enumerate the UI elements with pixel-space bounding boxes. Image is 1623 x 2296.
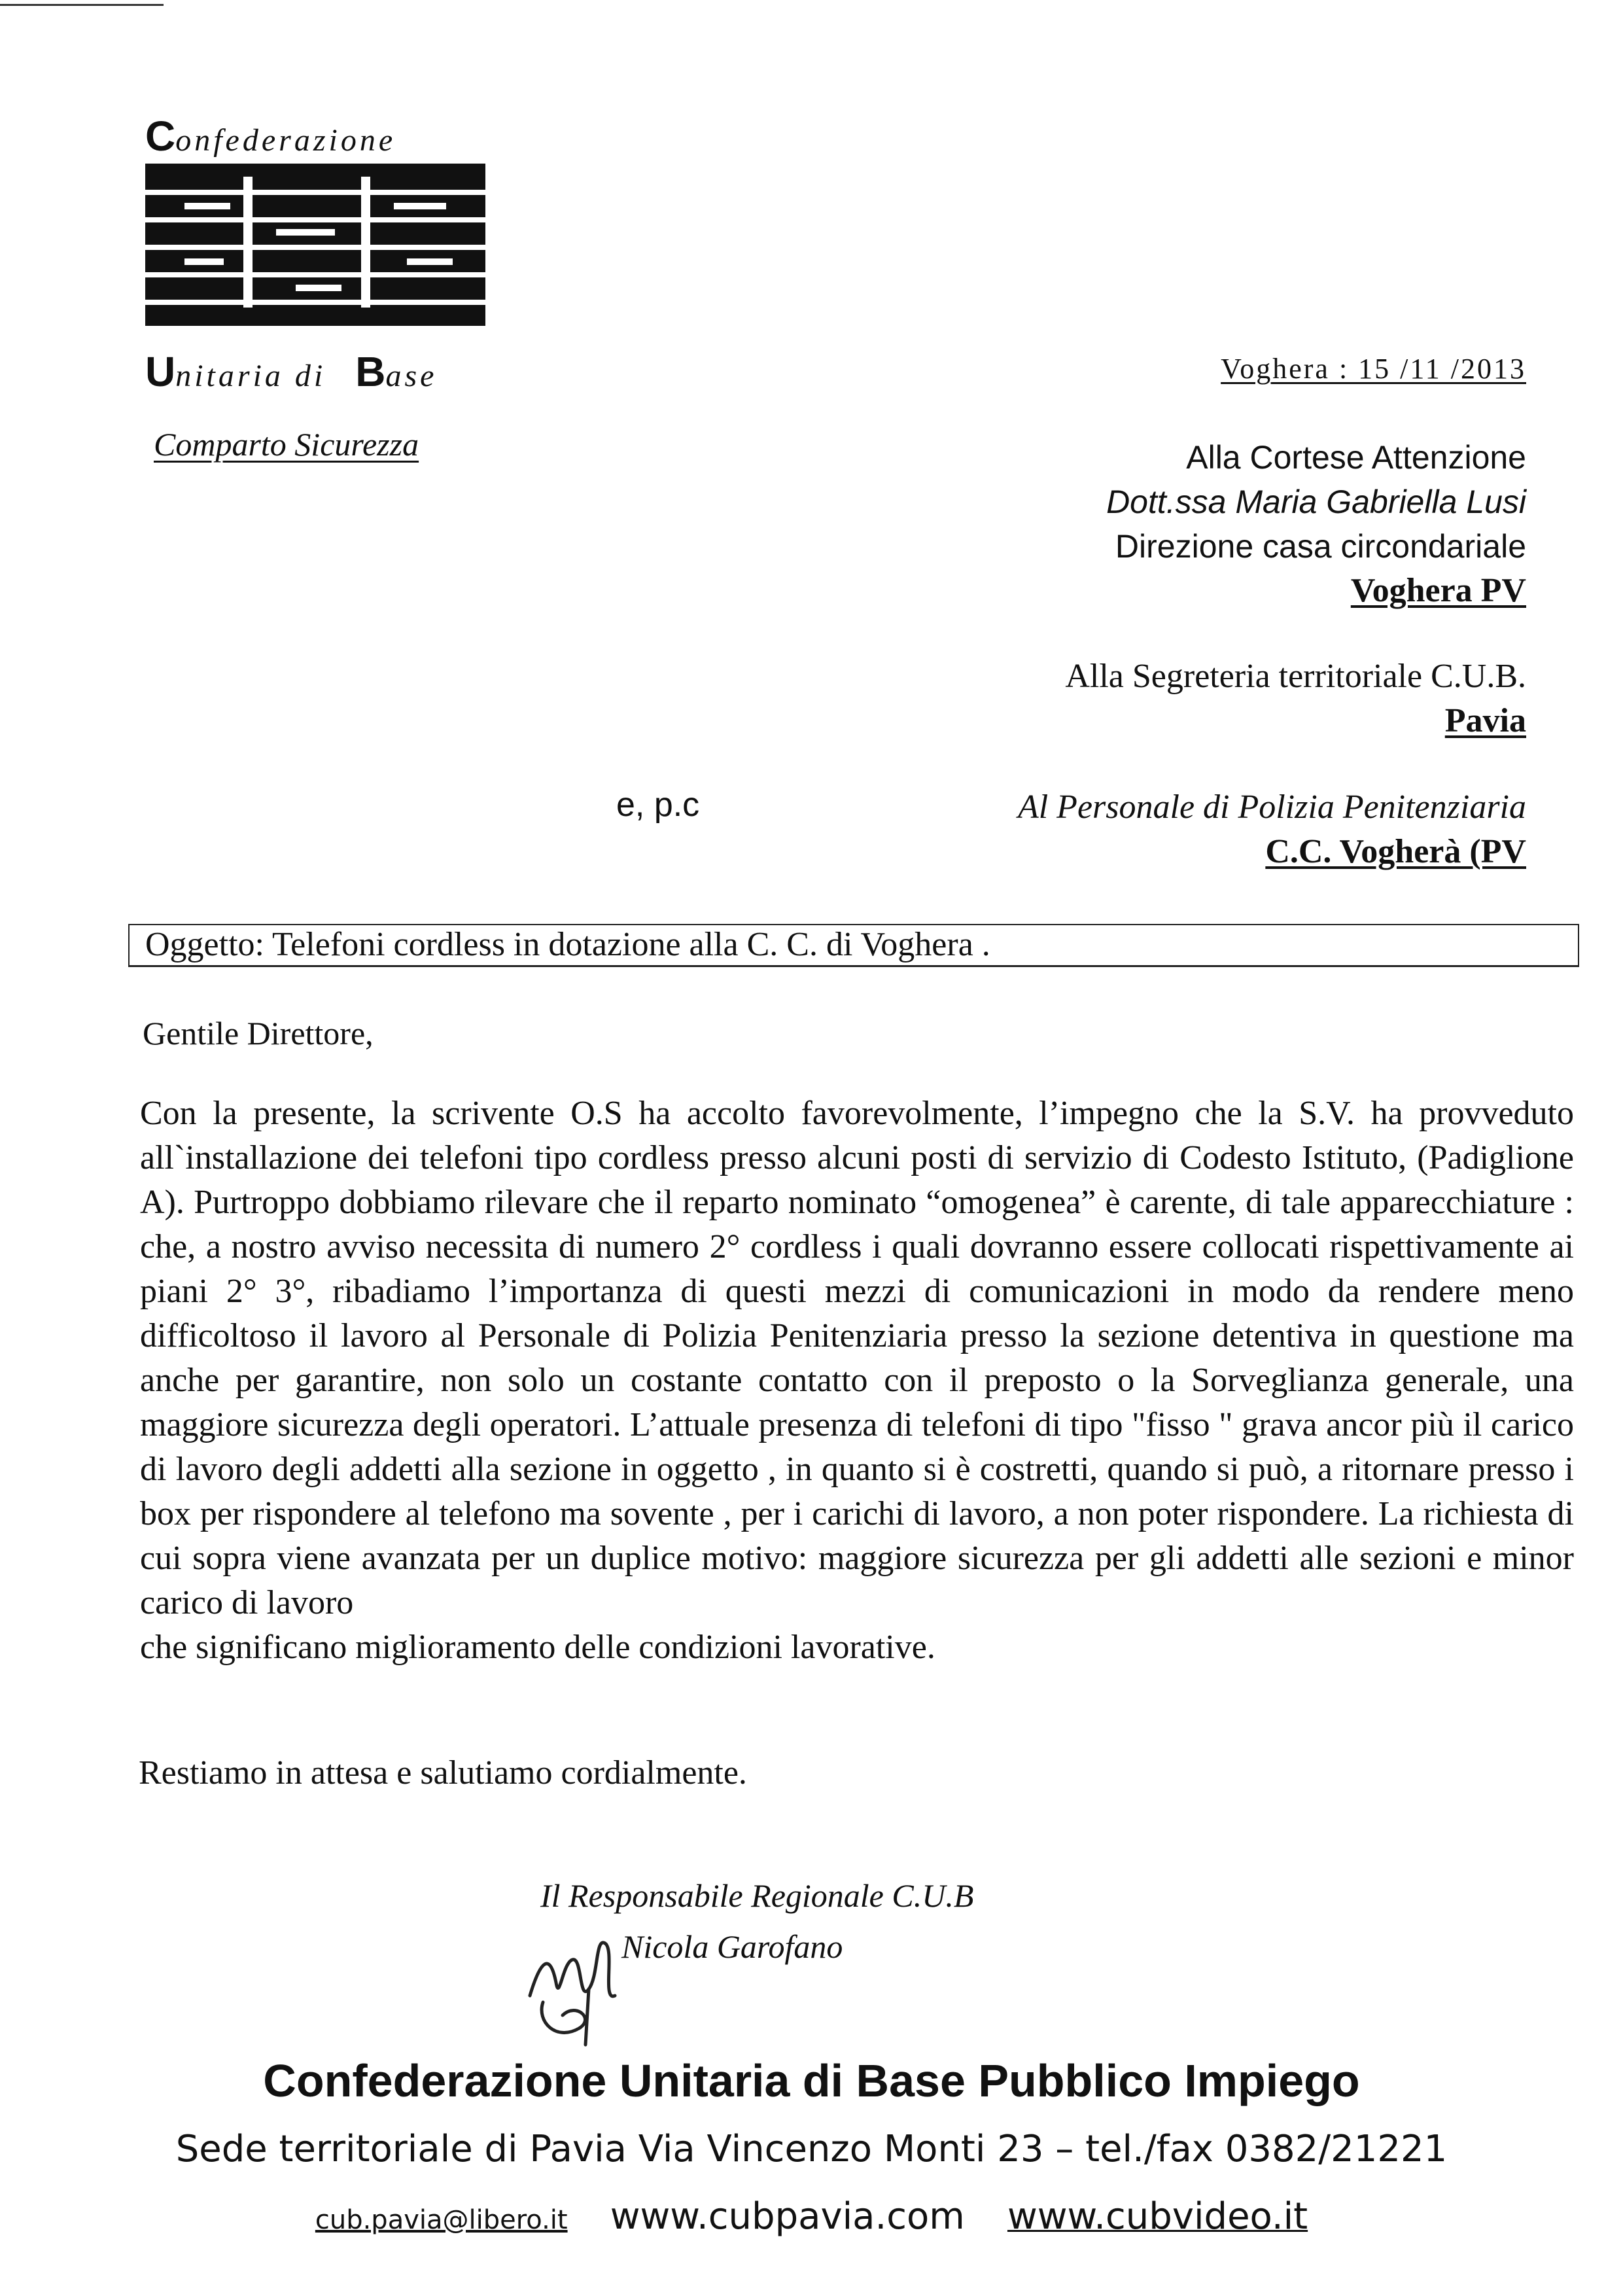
footer-website-link-2[interactable]: www.cubvideo.it [1007, 2195, 1308, 2238]
body-paragraph-end: che significano miglioramento delle condizioni lavorative. [140, 1629, 935, 1666]
cub-logo-icon [145, 164, 485, 326]
letterhead-initial-u: U [145, 348, 176, 395]
recipient-secretariat: Alla Segreteria territoriale C.U.B. [1065, 658, 1526, 695]
letterhead-text-onfederazione: onfederazione [175, 123, 396, 158]
letterhead-line-1 [145, 113, 396, 160]
footer-website-link-1[interactable]: www.cubpavia.com [610, 2195, 965, 2238]
subject-line: Oggetto: Telefoni cordless in dotazione alla C. C. di Voghera . [145, 926, 990, 963]
footer-address: Sede territoriale di Pavia Via Vincenzo Monti 23 – tel./fax 0382/21221 [175, 2128, 1448, 2170]
signature-name: Nicola Garofano [621, 1928, 843, 1965]
footer-email-link[interactable]: cub.pavia@libero.it [315, 2205, 568, 2235]
letterhead-text-ase: ase [385, 359, 438, 393]
document-date: Voghera : 15 /11 /2013 [1221, 353, 1526, 385]
recipient-city: Voghera PV [1350, 572, 1526, 609]
recipient-staff-location: C.C. Vogherà (PV [1265, 833, 1526, 870]
letterhead-line-2 [145, 348, 438, 396]
letter-body [140, 1091, 1574, 1670]
top-rule [0, 4, 164, 6]
letterhead-text-nitaria-di: nitaria di [175, 359, 326, 393]
cc-label: e, p.c [616, 786, 700, 824]
closing-line: Restiamo in attesa e salutiamo cordialmente. [139, 1754, 747, 1792]
recipient-staff: Al Personale di Polizia Penitenziaria [1017, 788, 1526, 826]
letterhead-initial-b: B [355, 348, 386, 395]
recipient-block-2 [1065, 654, 1526, 743]
letterhead-initial-c: C [145, 113, 176, 160]
signature-role: Il Responsabile Regionale C.U.B [540, 1877, 974, 1914]
recipient-name: Dott.ssa Maria Gabriella Lusi [1106, 484, 1526, 520]
footer-title: Confederazione Unitaria di Base Pubblico Impiego [263, 2055, 1360, 2106]
recipient-attention: Alla Cortese Attenzione [1186, 439, 1526, 476]
recipient-office: Direzione casa circondariale [1115, 528, 1526, 565]
recipient-block-1 [1106, 435, 1526, 613]
body-paragraph: Con la presente, la scrivente O.S ha accolto favorevolmente, l’impegno che la S.V. ha provveduto all`installazione dei telefoni tipo cordless presso alcuni posti di servizio di Codesto Istituto, (Padiglione A). Purtroppo dobbiamo rilevare che il reparto nominato “omogenea” è carente, di tale apparecchiature : che, a nostro avviso necessita di numero 2° cordless i quali dovranno essere collocati rispettivamente ai piani 2° 3°, ribadiamo l’importanza di questi mezzi di comunicazioni in modo da rendere meno difficoltoso il lavoro al Personale di Polizia Penitenziaria presso la sezione detentiva in questione ma anche per garantire, non solo un costante contatto con il preposto o la Sorveglianza generale, una maggiore sicurezza degli operatori. L’attuale presenza di telefoni di tipo "fisso " grava ancor più il carico di lavoro degli addetti alla sezione in oggetto , in quanto si è costretti, quando si può, a ritornare presso i box per rispondere al telefono ma sovente , per i carichi di lavoro, a non poter rispondere. La richiesta di cui sopra viene avanzata per un duplice motivo: maggiore sicurezza per gli addetti alle sezioni e minor carico di lavoro [140, 1095, 1574, 1621]
greeting: Gentile Direttore, [143, 1015, 374, 1051]
division-label: Comparto Sicurezza [154, 426, 419, 463]
footer-links [0, 2195, 1623, 2238]
recipient-secretariat-city: Pavia [1444, 702, 1526, 739]
recipient-block-3 [1018, 785, 1526, 874]
